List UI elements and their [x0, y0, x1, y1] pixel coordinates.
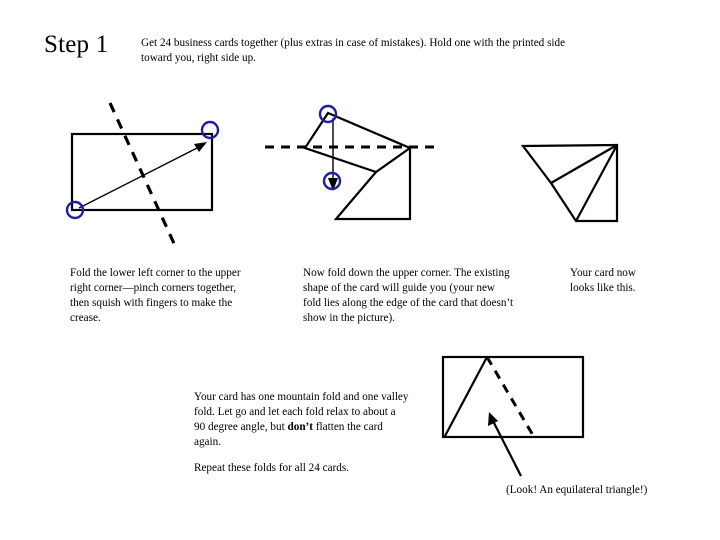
caption-fold-upper-corner: Now fold down the upper corner. The existing shape of the card will guide you (your new fold lies along the edge of the card that doesn’t show in the picture). — [303, 267, 514, 324]
caption-repeat-instruction: Repeat these folds for all 24 cards. — [194, 462, 350, 474]
caption-text-emphasis: don’t — [287, 421, 314, 433]
mountain-fold-line — [445, 357, 487, 436]
folded-card-outline — [305, 113, 410, 219]
fold-direction-arrow — [79, 142, 207, 208]
fold-down-arrow — [328, 118, 338, 191]
caption-fold-corner: Fold the lower left corner to the upper right corner—pinch corners together, then squish with fingers to make the crease. — [70, 267, 241, 324]
triangle-pointer-arrow — [488, 412, 521, 476]
figure-fold-corner-to-corner — [40, 90, 270, 270]
resulting-shape-fold-edges — [551, 145, 617, 221]
caption-card-result: Your card now looks like this. — [570, 267, 636, 294]
caption-equilateral-triangle: (Look! An equilateral triangle!) — [506, 484, 648, 496]
figure-resulting-card-shape — [505, 130, 645, 240]
caption-text-part-b: flatten the card again. — [194, 421, 383, 448]
upper-right-corner-marker — [202, 122, 218, 138]
card-fold-edges — [376, 148, 410, 172]
caption-text-part-a: Your card has one mountain fold and one valley fold. Let go and let each fold relax to about a 90 degree angle, but — [194, 391, 409, 433]
figure-equilateral-triangle-card — [430, 345, 695, 495]
card-rectangle-unfolded — [443, 357, 583, 437]
step-intro-text: Get 24 business cards together (plus extras in case of mistakes). Hold one with the printed side toward you, right side up. — [141, 37, 566, 64]
crease-dashed-line — [110, 103, 177, 250]
figure-fold-down-upper-corner — [255, 90, 455, 270]
resulting-shape-outline — [523, 145, 617, 221]
caption-mountain-valley-fold — [194, 390, 409, 450]
page-title: Step 1 — [44, 31, 109, 58]
